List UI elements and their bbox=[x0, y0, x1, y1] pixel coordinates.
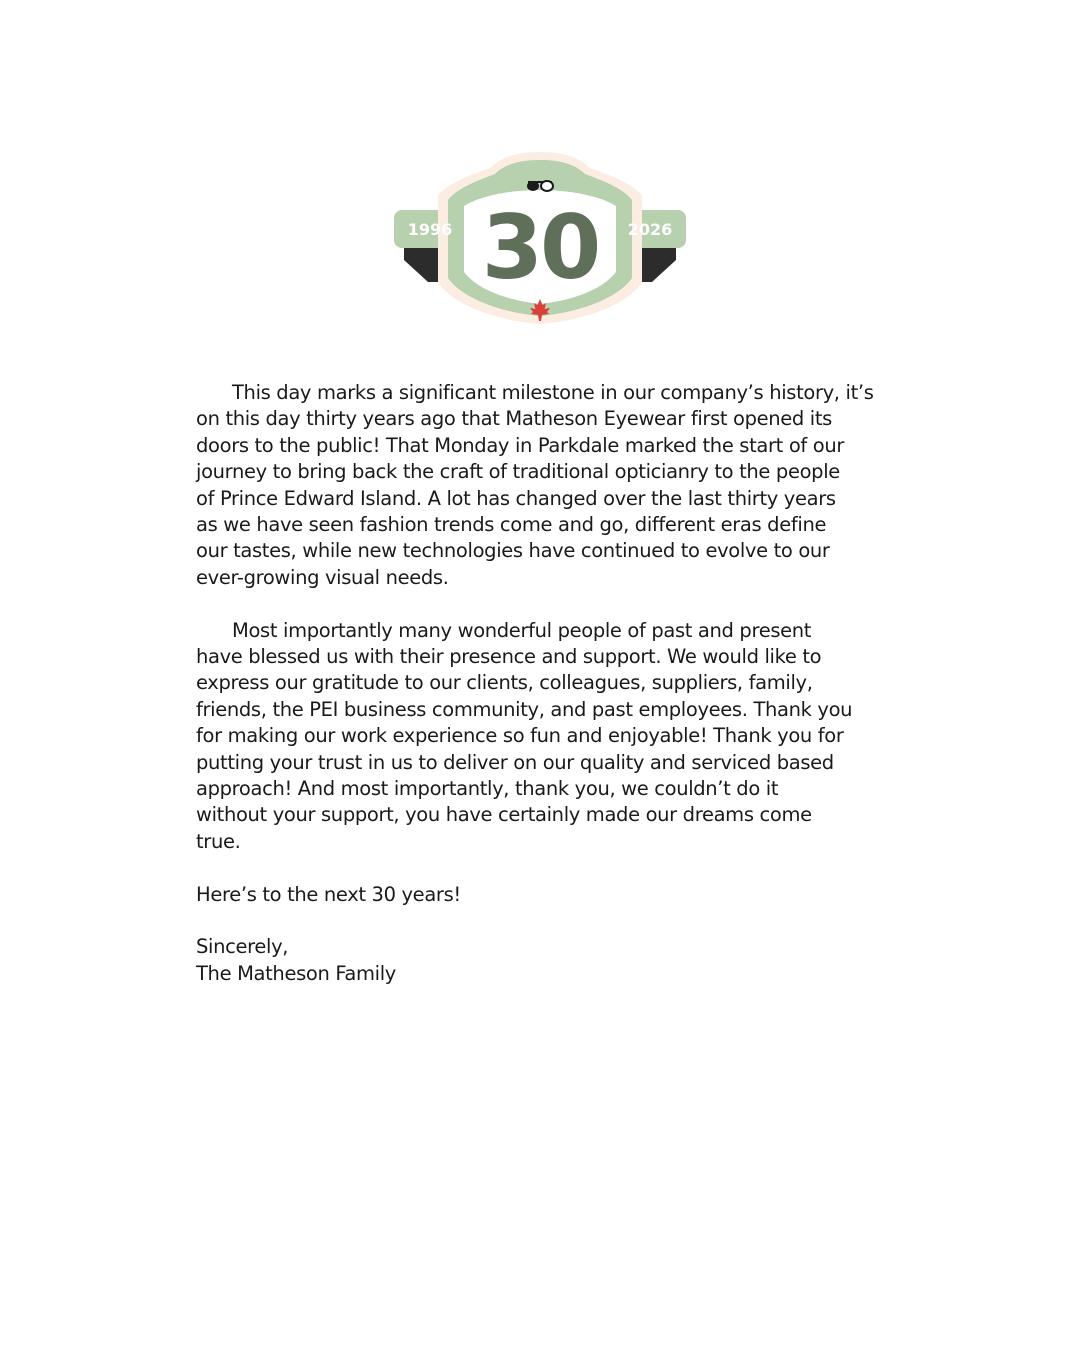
letter-line: approach! And most importantly, thank you, we couldn’t do it bbox=[196, 777, 779, 801]
letter-line: of Prince Edward Island. A lot has changed over the last thirty years bbox=[196, 486, 836, 510]
letter-line: doors to the public! That Monday in Parkdale marked the start of our bbox=[196, 433, 845, 457]
letter-line: journey to bring back the craft of traditional opticianry to the people bbox=[196, 460, 840, 484]
letter-line: This day marks a significant milestone in our company’s history, it’s bbox=[232, 381, 874, 404]
anniversary-letter bbox=[196, 380, 896, 987]
letter-line: without your support, you have certainly made our dreams come bbox=[196, 803, 812, 827]
letter-line: for making our work experience so fun and enjoyable! Thank you for bbox=[196, 724, 844, 748]
letter-line: express our gratitude to our clients, colleagues, suppliers, family, bbox=[196, 671, 813, 695]
letter-line: our tastes, while new technologies have continued to evolve to our bbox=[196, 539, 830, 563]
letter-line: Most importantly many wonderful people of past and present bbox=[232, 618, 812, 642]
paragraph-spacer bbox=[196, 855, 896, 881]
end-year: 2026 bbox=[627, 220, 673, 239]
letter-line: have blessed us with their presence and support. We would like to bbox=[196, 645, 822, 669]
anniversary-badge-graphic bbox=[390, 150, 690, 330]
anniversary-badge bbox=[390, 150, 690, 330]
start-year: 1996 bbox=[407, 220, 453, 239]
letter-line: true. bbox=[196, 829, 241, 853]
paragraph-gratitude bbox=[196, 618, 896, 856]
paragraph-spacer bbox=[196, 591, 896, 617]
paragraph-history bbox=[196, 380, 896, 591]
letter-line: ever-growing visual needs. bbox=[196, 565, 449, 589]
paragraph-spacer bbox=[196, 908, 896, 934]
toast-line: Here’s to the next 30 years! bbox=[196, 882, 461, 906]
anniversary-number: 30 bbox=[481, 196, 599, 299]
signature-line: The Matheson Family bbox=[196, 961, 396, 985]
closing-line: Sincerely, bbox=[196, 935, 289, 959]
letter-line: friends, the PEI business community, and past employees. Thank you bbox=[196, 697, 853, 721]
letter-line: on this day thirty years ago that Matheson Eyewear first opened its bbox=[196, 407, 832, 431]
letter-line: as we have seen fashion trends come and go, different eras define bbox=[196, 513, 827, 537]
letter-line: putting your trust in us to deliver on our quality and serviced based bbox=[196, 750, 834, 774]
